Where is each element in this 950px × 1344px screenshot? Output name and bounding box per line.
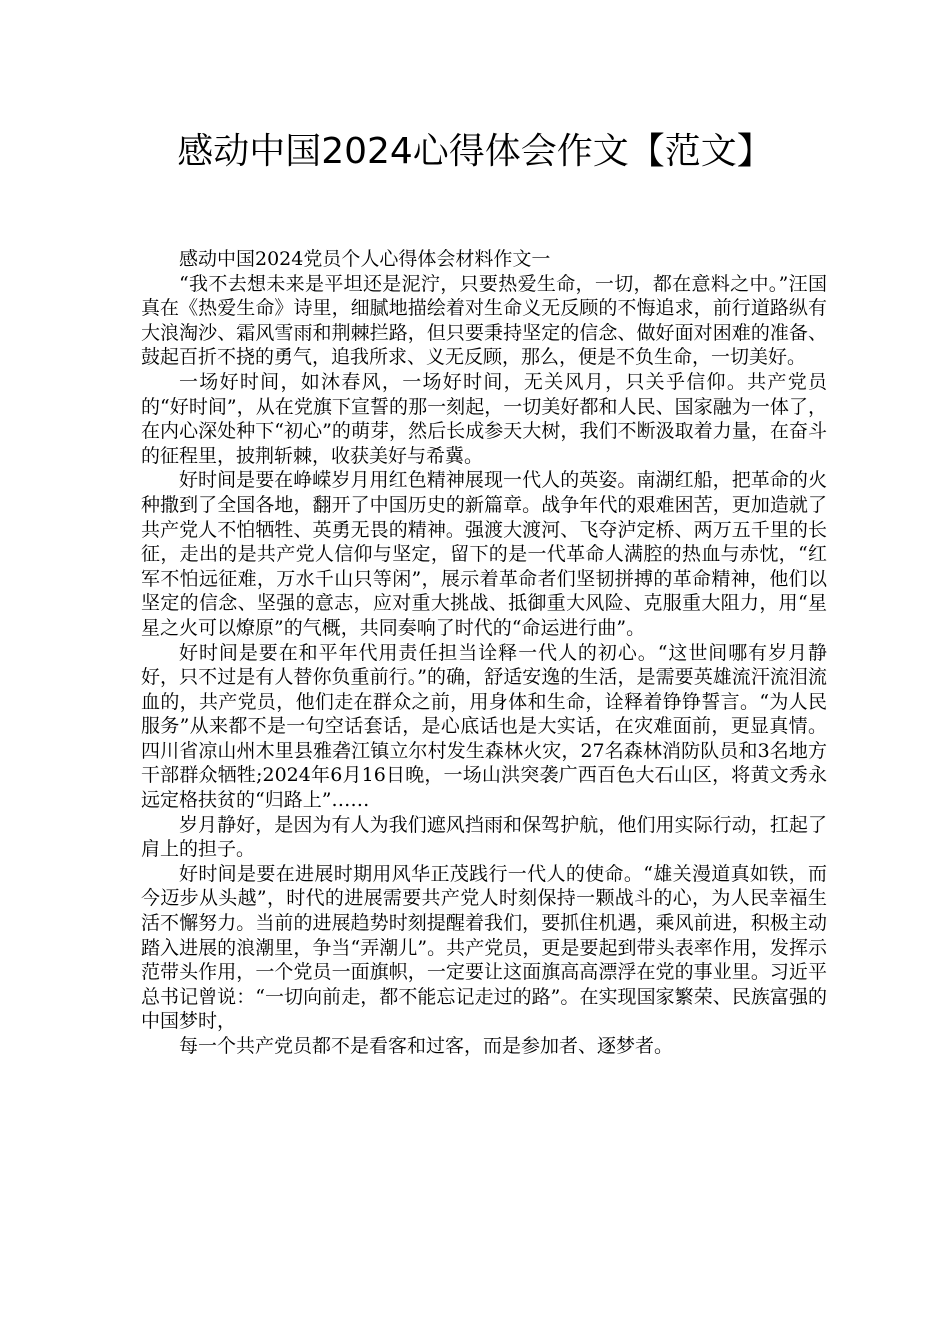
paragraph-7: 每一个共产党员都不是看客和过客，而是参加者、逐梦者。 [179, 1035, 674, 1057]
paragraph-6: 好时间是要在进展时期用风华正茂践行一代人的使命。“雄关漫道真如铁，而今迈步从头越”，时代的进展需要共产党人时刻保持一颗战斗的心，为人民幸福生活不懈努力。当前的进展趋势时刻提醒着我们，要抓住机遇，乘风前进，积极主动踏入进展的浪潮里，争当“弄潮儿”。共产党员，更是要起到带头表率作用，发挥示范带头作用，一个党员一面旗帜，一定要让这面旗高高漂浮在党的事业里。习近平总书记曾说：“一切向前走，都不能忘记走过的路”。在实现国家繁荣、民族富强的中国梦时， [141, 862, 827, 1033]
paragraph-4: 好时间是要在和平年代用责任担当诠释一代人的初心。“这世间哪有岁月静好，只不过是有人替你负重前行。”的确，舒适安逸的生活，是需要英雄流汗流泪流血的，共产党员，他们走在群众之前，用身体和生命，诠释着铮铮誓言。“为人民服务”从来都不是一句空话套话，是心底话也是大实话，在灾难面前，更显真情。四川省凉山州木里县雅砻江镇立尔村发生森林火灾，27名森林消防队员和3名地方干部群众牺牲;2024年6月16日晚，一场山洪突袭广西百色大石山区，将黄文秀永远定格扶贫的“归路上”…… [141, 641, 827, 812]
paragraph-2: 一场好时间，如沐春风，一场好时间，无关风月，只关乎信仰。共产党员的“好时间”，从在党旗下宣誓的那一刻起，一切美好都和人民、国家融为一体了，在内心深处种下“初心”的萌芽，然后长成参天大树，我们不断汲取着力量，在奋斗的征程里，披荆斩棘，收获美好与希冀。 [141, 370, 827, 467]
paragraph-5: 岁月静好，是因为有人为我们遮风挡雨和保驾护航，他们用实际行动，扛起了肩上的担子。 [141, 813, 827, 861]
paragraph-1: “我不去想未来是平坦还是泥泞，只要热爱生命，一切，都在意料之中。”汪国真在《热爱生命》诗里，细腻地描绘着对生命义无反顾的不悔追求，前行道路纵有大浪淘沙、霜风雪雨和荆棘拦路，但只要秉持坚定的信念、做好面对困难的准备、鼓起百折不挠的勇气，追我所求、义无反顾，那么，便是不负生命，一切美好。 [141, 272, 827, 369]
document-title: 感动中国2024心得体会作文【范文】 [177, 131, 773, 172]
paragraph-3: 好时间是要在峥嵘岁月用红色精神展现一代人的英姿。南湖红船，把革命的火种撒到了全国各地，翻开了中国历史的新篇章。战争年代的艰难困苦，更加造就了共产党人不怕牺牲、英勇无畏的精神。强渡大渡河、飞夺泸定桥、两万五千里的长征，走出的是共产党人信仰与坚定，留下的是一代革命人满腔的热血与赤忱，“红军不怕远征难，万水千山只等闲”，展示着革命者们坚韧拼搏的革命精神，他们以坚定的信念、坚强的意志，应对重大挑战、抵御重大风险、克服重大阻力，用“星星之火可以燎原”的气概，共同奏响了时代的“命运进行曲”。 [141, 469, 827, 639]
document-body [141, 247, 827, 1059]
section-heading: 感动中国2024党员个人心得体会材料作文一 [179, 248, 551, 270]
